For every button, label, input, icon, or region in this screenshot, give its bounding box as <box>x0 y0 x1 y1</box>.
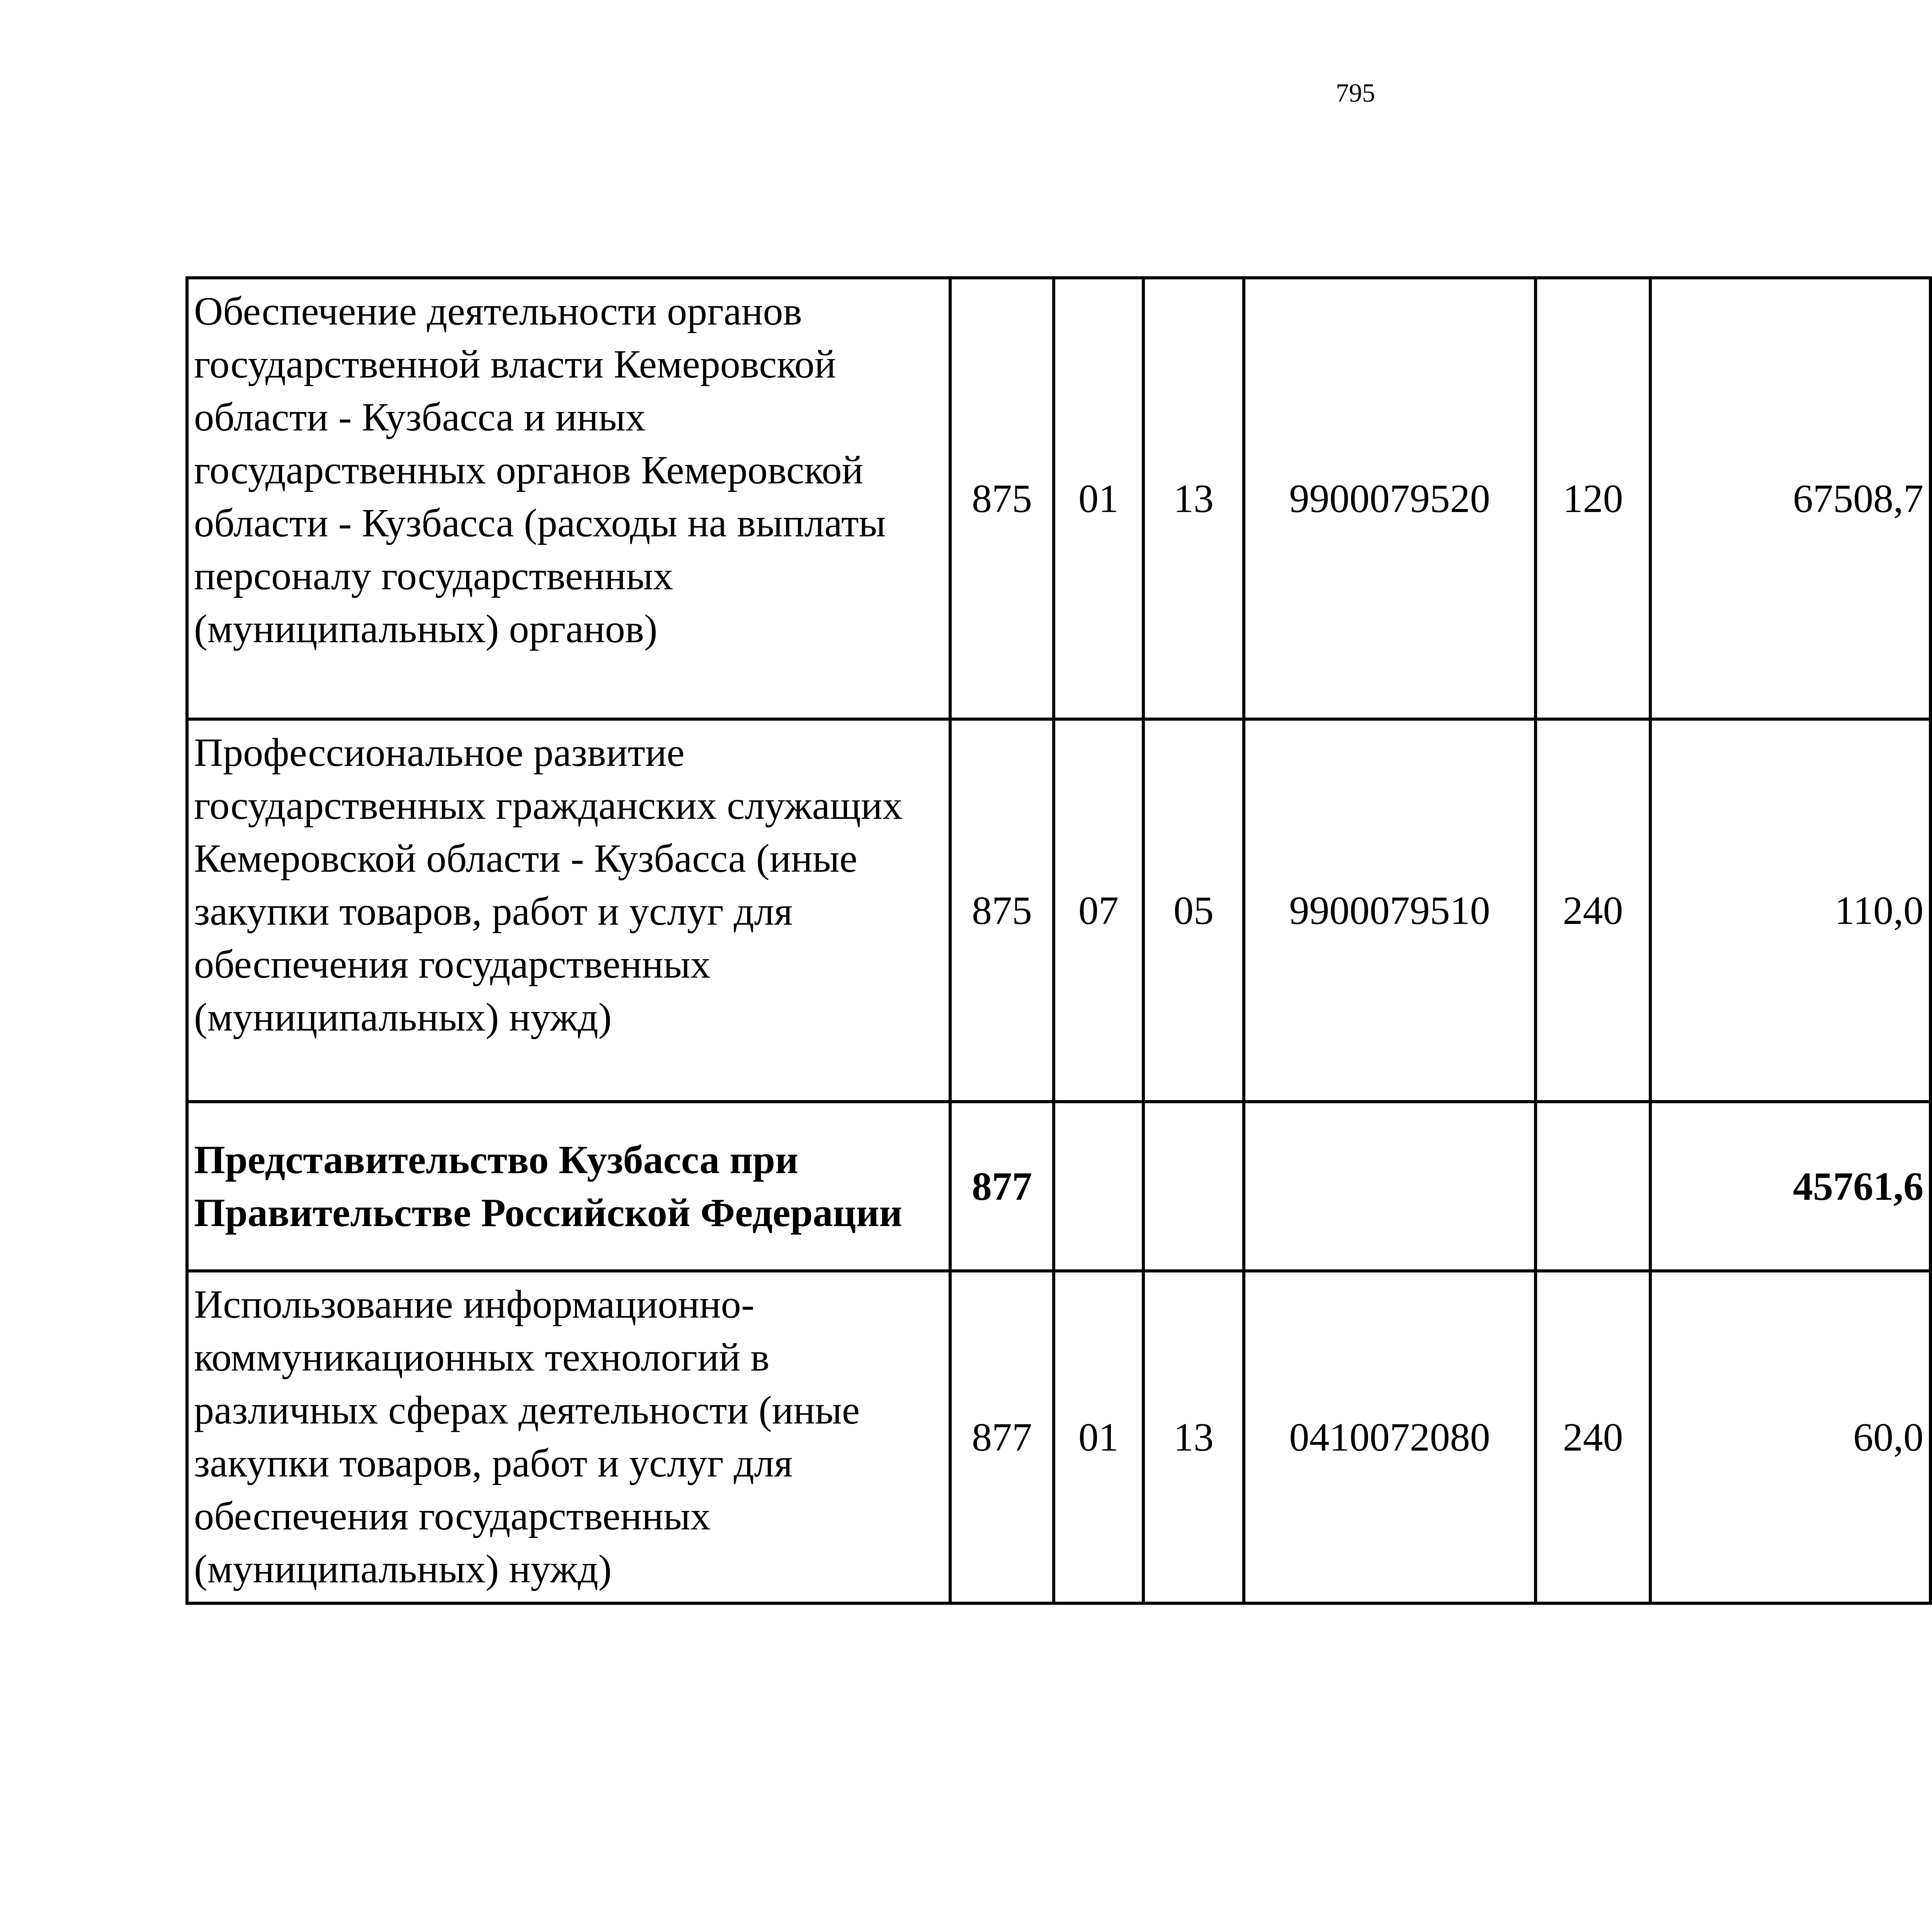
target-article-code: 9900079520 <box>1244 278 1536 719</box>
budget-table <box>185 276 1932 1605</box>
table-row-organization <box>187 1102 1932 1271</box>
row-name: Представительство Кузбасса при Правительстве Российской Федерации <box>187 1102 950 1271</box>
amount-cell: 60,0 <box>1650 1271 1930 1603</box>
subsection-code: 13 <box>1143 278 1244 719</box>
target-article-code <box>1244 1102 1536 1271</box>
table-row <box>187 278 1932 719</box>
ministry-code: 877 <box>950 1271 1054 1603</box>
expense-type-code: 240 <box>1536 719 1650 1102</box>
expense-type-code: 240 <box>1536 1271 1650 1603</box>
table-row <box>187 719 1932 1102</box>
row-name: Использование информационно-коммуникационных технологий в различных сферах деятельности (иные закупки товаров, работ и услуг для обеспечения государственных (муниципальных) нужд) <box>187 1271 950 1603</box>
subsection-code: 13 <box>1143 1271 1244 1603</box>
amount-cell <box>1930 1102 1932 1271</box>
target-article-code: 0410072080 <box>1244 1271 1536 1603</box>
amount-cell: 67508,7 <box>1650 278 1930 719</box>
ministry-code: 877 <box>950 1102 1054 1271</box>
expense-type-code: 120 <box>1536 278 1650 719</box>
target-article-code: 9900079510 <box>1244 719 1536 1102</box>
section-code: 07 <box>1054 719 1143 1102</box>
amount-cell <box>1930 278 1932 719</box>
table-row <box>187 1271 1932 1603</box>
row-name: Обеспечение деятельности органов государственной власти Кемеровской области - Кузбасса и иных государственных органов Кемеровской области - Кузбасса (расходы на выплаты персоналу государственных (муниципальных) органов) <box>187 278 950 719</box>
expense-type-code <box>1536 1102 1650 1271</box>
subsection-code <box>1143 1102 1244 1271</box>
subsection-code: 05 <box>1143 719 1244 1102</box>
page-number: 795 <box>1336 78 1375 107</box>
amount-cell: 45761,6 <box>1650 1102 1930 1271</box>
section-code: 01 <box>1054 278 1143 719</box>
amount-cell <box>1930 719 1932 1102</box>
row-name: Профессиональное развитие государственных гражданских служащих Кемеровской области - Кузбасса (иные закупки товаров, работ и услуг для обеспечения государственных (муниципальных) нужд) <box>187 719 950 1102</box>
section-code <box>1054 1102 1143 1271</box>
ministry-code: 875 <box>950 719 1054 1102</box>
section-code: 01 <box>1054 1271 1143 1603</box>
ministry-code: 875 <box>950 278 1054 719</box>
amount-cell: 110,0 <box>1650 719 1930 1102</box>
amount-cell <box>1930 1271 1932 1603</box>
